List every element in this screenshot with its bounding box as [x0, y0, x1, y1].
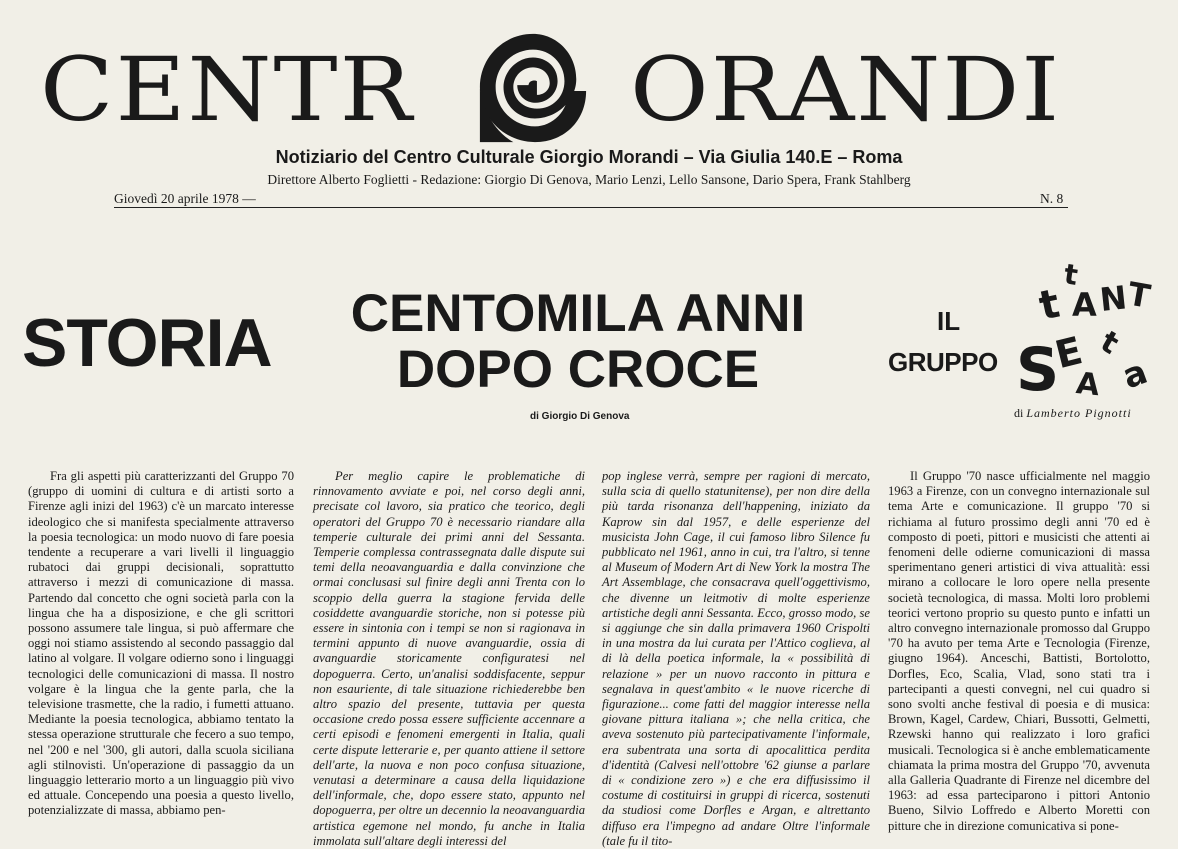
- settanta-letter: E: [1050, 328, 1087, 378]
- headline-centomila-line2: DOPO CROCE: [396, 340, 760, 399]
- masthead-title-right: ORANDI: [630, 38, 1062, 142]
- article-column-2: [313, 469, 585, 848]
- article-text: Il Gruppo '70 nasce ufficialmente nel maggio 1963 a Firenze, con un convegno internazionale sul tema Arte e comunicazione. Il gruppo '70 si richiama al futuro prossimo degli anni '70 ed è composto di poeti, pittori e musicisti che attenti ai fenomeni delle odierne comunicazioni di massa sperimentano generi artistici di viva attualità: essi mirano a collocare le loro opere nella presente società tecnologica, di massa. Molti loro problemi teorici vertono proprio su questo punto e infatti un altro convegno internazionale promosso dal Gruppo '70 ha avuto per tema Arte e Tecnologia (Firenze, giugno 1964). Anceschi, Battisti, Bortolotto, Dorfles, Eco, Scalia, Vlad, sono stati tra i partecipanti a questi convegni, nel cui quadro si sono svolti anche festival di poesia e di musica: Brown, Kagel, Cardew, Chiari, Bussotti, Gelmetti, Rzewski hanno qui realizzato i loro grafici musicali. Tecnologica si è anche emblematicamente chiamata la prima mostra del Gruppo '70, avvenuta alla Galleria Quadrante di Firenze nel dicembre del 1963: ad essa parteciparono i pittori Antonio Bueno, Silvio Loffredo e Alberto Moretti con pitture che in direzione comunicativa si pone-: [888, 469, 1150, 833]
- article-text: Per meglio capire le problematiche di rinnovamento avviate e poi, nel corso degli anni, precisate col lavoro, sia pratico che teorico, degli operatori del Gruppo 70 è necessario riandare alla temperie culturale dei primi anni del Sessanta. Temperie complessa contrassegnata dalle dispute sui temi della neoavanguardia e dalla convinzione che ormai conclusasi sul finire degli anni Trenta con lo scoppio della guerra la stagione fervida delle cosiddette avanguardie storiche, non si potesse più essere in sintonia con i tempi se non si ragionava in termini appunto di nuove avanguardie, ossia di avanguardie storicamente configuratesi nel dopoguerra. Certo, un'analisi soddisfacente, seppur non esauriente, di tale situazione richiederebbe ben altro spazio del presente, tuttavia per questa occasione credo possa essere sufficiente accennare a certi episodi e fenomeni emergenti in Italia, quali certe dispute letterarie e, per quanto attiene il settore dell'arte, la nuova e non poco confusa situazione, venutasi a determinare a causa della liquidazione dell'informale, che, dopo essere stato, appunto nel dopoguerra, per oltre un decennio la neoavanguardia artistica egemone nel mondo, fu anche in Italia immolata sull'altare degli interessi del: [313, 469, 585, 848]
- article-column-3: [602, 469, 870, 848]
- headline-il: IL: [937, 306, 961, 336]
- spiral-logo-icon: [474, 30, 592, 148]
- settanta-letter: A: [1072, 286, 1097, 324]
- masthead-subtitle: Notiziario del Centro Culturale Giorgio Morandi – Via Giulia 140.E – Roma: [275, 147, 903, 167]
- article-column-1: [28, 469, 294, 818]
- issue-number: N. 8: [1040, 191, 1064, 206]
- masthead-divider: [114, 207, 1068, 208]
- byline-prefix: di: [1014, 406, 1024, 420]
- headline-centomila-line1: CENTOMILA ANNI: [350, 284, 806, 343]
- byline-di-genova: di Giorgio Di Genova: [530, 411, 630, 422]
- article-text: Fra gli aspetti più caratterizzanti del Gruppo 70 (gruppo di uomini di cultura e di artisti sorto a Firenze agli inizi del 1963) c'è un marcato interesse ideologico che si manifesta specialmente attraverso la poesia tecnologica: un modo nuovo di fare poesia tendente a recuperare a vari livelli il linguaggio rubatoci dai gruppi decisionali, soprattutto attraverso i mezzi di comunicazione di massa. Partendo dal concetto che ogni società parla con la lingua che ha a disposizione, e che gli scrittori possono assumere tale lingua, si può affermare che oggi noi stiamo assistendo al secondo passaggio dal latino al volgare. Il volgare odierno sono i linguaggi tecnologici delle comunicazioni di massa. Il nostro volgare è la lingua che la gente parla, che la televisione trasmette, che la radio, i fumetti attuano. Mediante la poesia tecnologica, abbiamo tentato la stessa operazione strutturale che fecero a suo tempo, nel '200 e nel '300, gli autori, dalla scuola siciliana agli stilnovisti. Un'operazione di passaggio da un linguaggio letterario morto a un linguaggio più vivo ed attuale. Concependo una poesia a questo livello, potenzializzate di massa, abbiamo pen-: [28, 469, 294, 818]
- article-text: pop inglese verrà, sempre per ragioni di mercato, sulla scia di quello statunitense), per non dire della più tarda risonanza dell'happening, iniziato da Kaprow sin dal 1957, e delle esperienze del musicista John Cage, il cui famoso libro Silence fu pubblicato nel 1961, anno in cui, tra l'altro, si tenne al Museum of Modern Art di New York la mostra The Art Assemblage, che consacrava quell'oggettivismo, che divenne un leitmotiv di molte esperienze artistiche degli anni Sessanta. Ecco, grosso modo, se si aggiunge che sin dalla primavera 1960 Crispolti in una mostra da lui curata per l'Attico coglieva, al di là della poetica informale, la « possibilità di relazione » per un nuovo racconto in pittura e segnalava in quest'ambito « le nuove ricerche di figurazione... come fatti del maggior interesse nella giovane pittura italiana »; che nella critica, che aveva sostenuto più partecipativamente l'informale, era subentrata una sorta di apocalittica perdita d'identità (Calvesi nell'ottobre '62 giunse a parlare di « condizione zero ») e che era diffusissimo il costume di costituirsi in gruppi di ricerca, sostenuti da studiosi come Dorfles e Argan, e altrettanto diffuso era l'impegno ad andare Oltre l'informale (tale fu il tito-: [602, 469, 870, 848]
- settanta-letter: a: [1117, 351, 1153, 398]
- settanta-letter: A: [1074, 366, 1102, 404]
- issue-date: Giovedì 20 aprile 1978 —: [114, 191, 256, 206]
- settanta-letter: t: [1094, 324, 1125, 362]
- masthead-title-left: CENTR: [40, 38, 414, 142]
- article-column-4: [888, 469, 1150, 833]
- headline-gruppo: GRUPPO: [888, 347, 998, 377]
- masthead-editors: Direttore Alberto Foglietti - Redazione: Giorgio Di Genova, Mario Lenzi, Lello Sansone, Dario Spera, Frank Stahlberg: [267, 172, 911, 187]
- byline-pignotti: [1014, 406, 1132, 421]
- byline-name: Lamberto Pignotti: [1026, 406, 1132, 420]
- settanta-letter: T: [1125, 274, 1154, 316]
- settanta-letter: t: [1061, 257, 1080, 292]
- settanta-letter: t: [1035, 280, 1064, 330]
- settanta-typographic-logo: [1014, 257, 1164, 405]
- settanta-letter: N: [1097, 278, 1129, 319]
- headline-storia: STORIA: [22, 305, 272, 381]
- settanta-letter: S: [1016, 335, 1060, 405]
- headline-centomila: [318, 286, 838, 398]
